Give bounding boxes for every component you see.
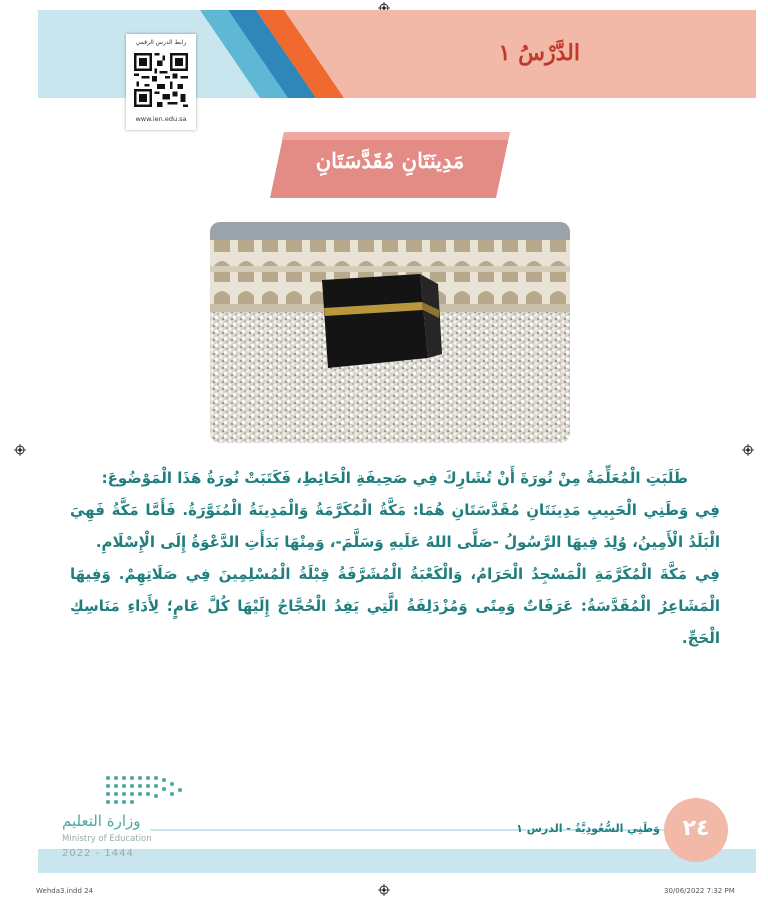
- lesson-body: [70, 462, 720, 654]
- print-date-label: 30/06/2022 7:32 PM: [664, 887, 735, 895]
- kaaba-photo: [210, 222, 570, 443]
- footer-band: [38, 849, 756, 873]
- print-file-label: Wehda3.indd 24: [36, 887, 94, 895]
- header-stripes-icon: [200, 10, 360, 98]
- lesson-title: الدَّرْسُ ١: [498, 40, 580, 66]
- qr-code-icon[interactable]: [134, 53, 188, 107]
- section-title: مَدِينَتَانِ مُقَدَّسَتَانِ: [315, 148, 465, 173]
- qr-url[interactable]: www.ien.edu.sa: [135, 115, 187, 123]
- registration-mark-bottom-icon: [378, 884, 390, 896]
- paragraph-makkah-sites: فِي مَكَّةَ الْمُكَرَّمَةِ الْمَسْجِدُ الْحَرَامُ، وَالْكَعْبَةُ الْمُشَرَّفَةُ قِبْلَةُ الْمُسْلِمِينَ فِي صَلَاتِهِمْ. وَفِيهَا الْمَشَاعِرُ الْمُقَدَّسَةُ: عَرَفَاتٌ وَمِنًى وَمُزْدَلِفَةُ الَّتِي يَفِدُ الْحُجَّاجُ إِلَيْهَا كُلَّ عَامٍ؛ لِأَدَاءِ مَنَاسِكِ الْحَجِّ.: [70, 565, 720, 647]
- registration-mark-right-icon: [742, 444, 754, 456]
- registration-mark-left-icon: [14, 444, 26, 456]
- page-number: ٢٤: [682, 816, 710, 841]
- intro-paragraph: طَلَبَتِ الْمُعَلِّمَةُ مِنْ نُورَةَ أَنْ تُشَارِكَ فِي صَحِيفَةِ الْحَائِطِ، فَكَتَبَتْ نُورَةُ هَذَا الْمَوْضُوعَ:: [101, 469, 688, 487]
- qr-card[interactable]: [126, 34, 196, 130]
- paragraph-makkah-intro: فِي وَطَنِي الْحَبِيبِ مَدِينَتَانِ مُقَدَّسَتَانِ هُمَا: مَكَّةُ الْمُكَرَّمَةُ وَالْمَدِينَةُ الْمُنَوَّرَةُ. فَأَمَّا مَكَّةُ فَهِيَ الْبَلَدُ الْأَمِينُ، وُلِدَ فِيهَا الرَّسُولُ -صَلَّى اللهُ عَلَيهِ وَسَلَّمَ-، وَمِنْهَا بَدَأَتِ الدَّعْوَةُ إِلَى الْإِسْلَامِ.: [70, 501, 720, 551]
- qr-caption: رابط الدرس الرقمي: [135, 39, 187, 46]
- running-title: وَطَنِي السُّعُودِيَّةُ - الدرس ١: [516, 822, 660, 835]
- ministry-name-arabic: وزارة التعليم: [62, 812, 141, 830]
- edition-year: 2022 - 1444: [62, 848, 134, 859]
- ministry-name-english: Ministry of Education: [62, 834, 152, 844]
- ministry-logo-icon: [102, 772, 192, 808]
